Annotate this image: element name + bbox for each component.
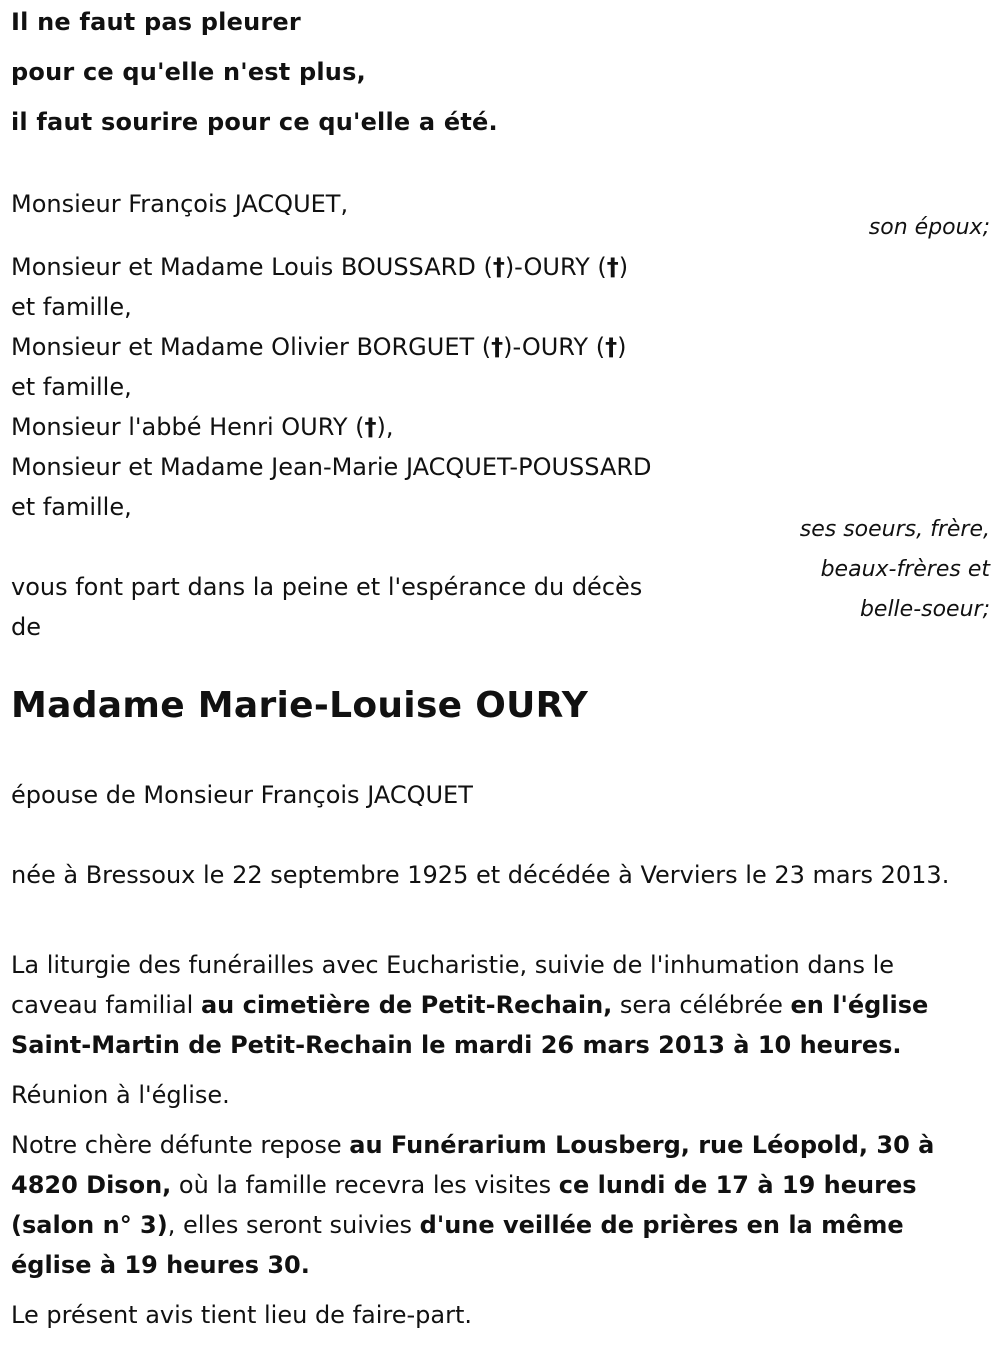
deceased-name: Madame Marie-Louise OURY — [11, 685, 589, 726]
siblings-relation-line-1: ses soeurs, frère, — [799, 517, 990, 542]
family-spouse: Monsieur François JACQUET, — [11, 190, 349, 218]
vigil-text: d'une veillée de prières en la même église à 19 heures 30. — [11, 1211, 904, 1279]
funerarium-text-a: Notre chère défunte repose — [11, 1131, 350, 1159]
birth-death-paragraph: née à Bressoux le 22 septembre 1925 et décédée à Verviers le 23 mars 2013. — [11, 861, 950, 889]
deceased-spouse-line: épouse de Monsieur François JACQUET — [11, 781, 473, 809]
cross-icon: † — [364, 413, 377, 441]
funerarium-paragraph — [11, 1125, 976, 1285]
quote-line-3: il faut sourire pour ce qu'elle a été. — [11, 108, 498, 136]
borguet-text-a: Monsieur et Madame Olivier BORGUET ( — [11, 333, 492, 361]
cemetery-text: au cimetière de Petit-Rechain, — [200, 991, 613, 1019]
cross-icon: † — [492, 253, 505, 281]
quote-line-2: pour ce qu'elle n'est plus, — [11, 58, 366, 86]
announcement-line-2: de — [11, 613, 41, 641]
cross-icon: † — [605, 333, 618, 361]
announcement-line-1: vous font part dans la peine et l'espérance du décès — [11, 573, 643, 601]
siblings-relation-line-3: belle-soeur; — [859, 597, 990, 622]
spouse-relation: son époux; — [868, 215, 990, 240]
borguet-text-b: )-OURY ( — [503, 333, 606, 361]
family-boussard — [11, 247, 628, 287]
closing-paragraph: Le présent avis tient lieu de faire-part. — [11, 1301, 473, 1329]
reunion-paragraph: Réunion à l'église. — [11, 1081, 230, 1109]
funerarium-address: au Funérarium Lousberg, rue Léopold, 30 à 4820 Dison, — [11, 1131, 935, 1199]
family-jacquet-family: et famille, — [11, 493, 132, 521]
quote-line-1: Il ne faut pas pleurer — [11, 8, 301, 36]
boussard-text-b: )-OURY ( — [504, 253, 607, 281]
family-boussard-family: et famille, — [11, 293, 132, 321]
church-date-text: en l'église Saint-Martin de Petit-Rechain le mardi 26 mars 2013 à 10 heures. — [11, 991, 929, 1059]
funerarium-text-c: où la famille recevra les visites — [171, 1171, 559, 1199]
borguet-text-c: ) — [617, 333, 627, 361]
funeral-paragraph — [11, 945, 976, 1065]
boussard-text-a: Monsieur et Madame Louis BOUSSARD ( — [11, 253, 493, 281]
cross-icon: † — [606, 253, 619, 281]
funeral-text-c: sera célébrée — [612, 991, 791, 1019]
funerarium-text-e: , elles seront suivies — [167, 1211, 420, 1239]
family-borguet — [11, 327, 626, 367]
family-borguet-family: et famille, — [11, 373, 132, 401]
funeral-text-a: La liturgie des funérailles avec Eucharistie, suivie de l'inhumation dans le caveau familial — [11, 951, 895, 1019]
abbe-text-b: ), — [376, 413, 394, 441]
family-abbe — [11, 407, 394, 447]
cross-icon: † — [491, 333, 504, 361]
visiting-hours: ce lundi de 17 à 19 heures (salon n° 3) — [11, 1171, 917, 1239]
abbe-text-a: Monsieur l'abbé Henri OURY ( — [11, 413, 365, 441]
boussard-text-c: ) — [618, 253, 629, 281]
siblings-relation-line-2: beaux-frères et — [820, 557, 990, 582]
family-jacquet-poussard: Monsieur et Madame Jean-Marie JACQUET-POUSSARD — [11, 453, 652, 481]
